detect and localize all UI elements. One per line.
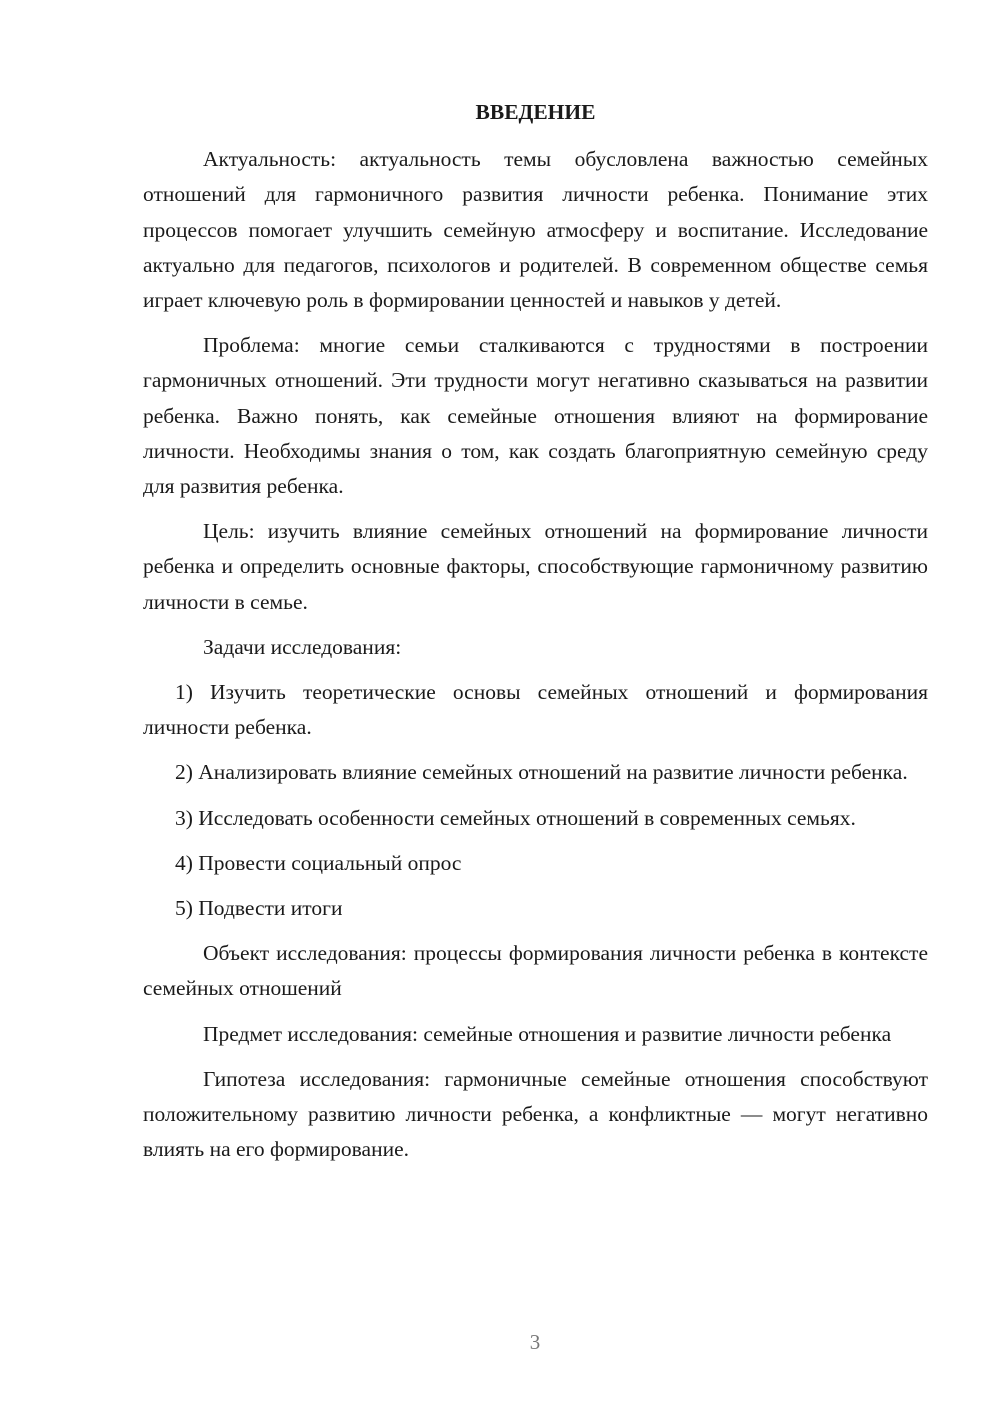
tasks-title: Задачи исследования: [203,634,402,659]
paragraph-object: Объект исследования: процессы формирования личности ребенка в контексте семейных отношений [143,941,928,1001]
page-number: 3 [529,1330,541,1354]
task-item-1: 1) Изучить теоретические основы семейных отношений и формирования личности ребенка. [143,680,928,740]
task-item-2: 2) Анализировать влияние семейных отношений на развитие личности ребенка. [175,760,908,785]
paragraph-goal: Цель: изучить влияние семейных отношений на формирование личности ребенка и определить основные факторы, способствующие гармоничному развитию личности в семье. [143,519,928,614]
task-item-4: 4) Провести социальный опрос [175,850,462,875]
document-body [143,95,928,1177]
section-heading: ВВЕДЕНИЕ [475,100,596,124]
task-item-5: 5) Подвести итоги [175,896,343,921]
paragraph-problem: Проблема: многие семьи сталкиваются с трудностями в построении гармоничных отношений. Эти трудности могут негативно сказываться на развитии ребенка. Важно понять, как семейные отношения влияют на формирование личности. Необходимы знания о том, как создать благоприятную семейную среду для развития ребенка. [143,333,928,499]
paragraph-relevance: Актуальность: актуальность темы обусловлена важностью семейных отношений для гармоничного развития личности ребенка. Понимание этих процессов помогает улучшить семейную атмосферу и воспитание. Исследование актуально для педагогов, психологов и родителей. В современном обществе семья играет ключевую роль в формировании ценностей и навыков у детей. [143,147,928,313]
paragraph-subject: Предмет исследования: семейные отношения и развитие личности ребенка [203,1021,892,1046]
paragraph-hypothesis: Гипотеза исследования: гармоничные семейные отношения способствуют положительному развитию личности ребенка, а конфликтные — могут негативно влиять на его формирование. [143,1066,928,1162]
task-item-3: 3) Исследовать особенности семейных отношений в современных семьях. [175,805,856,830]
